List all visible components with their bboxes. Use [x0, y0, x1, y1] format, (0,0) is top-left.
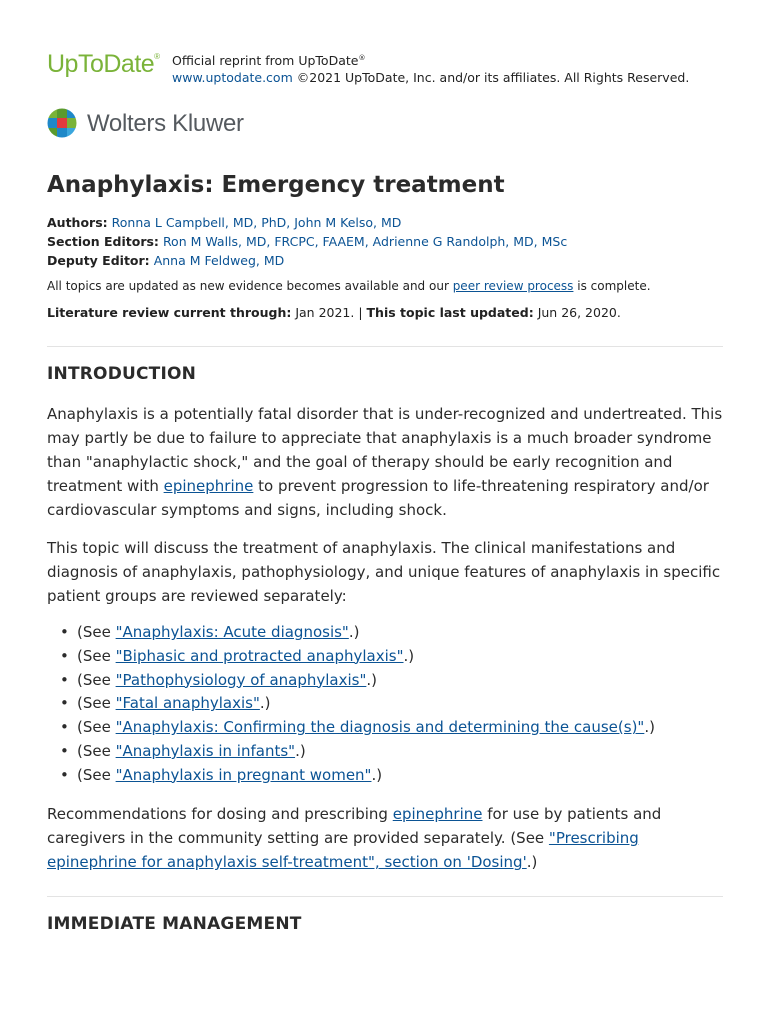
page-title: Anaphylaxis: Emergency treatment: [47, 172, 505, 198]
list-item: • (See "Fatal anaphylaxis".): [77, 692, 757, 716]
list-item: • (See "Anaphylaxis in pregnant women".): [77, 764, 757, 788]
authors-row: Authors: Ronna L Campbell, MD, PhD, John M Kelso, MD: [47, 215, 402, 230]
topic-link[interactable]: "Anaphylaxis: Confirming the diagnosis and determining the cause(s)": [115, 718, 645, 737]
list-item: • (See "Anaphylaxis: Acute diagnosis".): [77, 621, 757, 645]
topic-link[interactable]: "Anaphylaxis in infants": [115, 741, 296, 760]
intro-paragraph-1: Anaphylaxis is a potentially fatal disorder that is under-recognized and undertreated. This may partly be due to failure to appreciate that anaphylaxis is a much broader syndrome than "anaphylactic shock," and the goal of therapy should be early recognition and treatment with epinephrine to prevent progression to life-threatening respiratory and/or cardiovascular symptoms and signs, including shock.: [47, 405, 723, 519]
section-heading-introduction: INTRODUCTION: [47, 364, 197, 384]
uptodate-logo: UpToDate®: [47, 50, 160, 78]
reprint-header: [47, 50, 727, 90]
section-editors-row: Section Editors: Ron M Walls, MD, FRCPC, FAAEM, Adrienne G Randolph, MD, MSc: [47, 234, 568, 249]
related-topics-list: [47, 621, 757, 788]
section-editors-links[interactable]: Ron M Walls, MD, FRCPC, FAAEM, Adrienne G Randolph, MD, MSc: [162, 234, 568, 249]
publisher-name: Wolters Kluwer: [87, 110, 244, 137]
wolters-kluwer-logo: [47, 108, 287, 140]
list-item: • (See "Anaphylaxis: Confirming the diagnosis and determining the cause(s)".): [77, 716, 757, 740]
topic-link[interactable]: "Biphasic and protracted anaphylaxis": [115, 646, 404, 665]
peer-review-link[interactable]: peer review process: [452, 279, 574, 293]
prescribing-epinephrine-link[interactable]: "Prescribing epinephrine for anaphylaxis self-treatment", section on 'Dosing': [47, 829, 639, 871]
topic-link[interactable]: "Anaphylaxis in pregnant women": [115, 765, 372, 784]
reprint-line: Official reprint from UpToDate®: [172, 53, 366, 69]
section-heading-immediate-management: IMMEDIATE MANAGEMENT: [47, 914, 302, 934]
topic-link[interactable]: "Fatal anaphylaxis": [115, 694, 260, 713]
deputy-editor-row: Deputy Editor: Anna M Feldweg, MD: [47, 253, 285, 268]
epinephrine-link[interactable]: epinephrine: [392, 805, 483, 823]
intro-paragraph-2: This topic will discuss the treatment of anaphylaxis. The clinical manifestations and diagnosis of anaphylaxis, pathophysiology, and unique features of anaphylaxis in specific patient groups are reviewed separately:: [47, 539, 721, 605]
reprint-notice: [172, 50, 689, 86]
topic-link[interactable]: "Pathophysiology of anaphylaxis": [115, 670, 367, 689]
list-item: • (See "Biphasic and protracted anaphylaxis".): [77, 645, 757, 669]
list-item: • (See "Pathophysiology of anaphylaxis".): [77, 669, 757, 693]
deputy-editor-link[interactable]: Anna M Feldweg, MD: [153, 253, 285, 268]
topic-link[interactable]: "Anaphylaxis: Acute diagnosis": [115, 623, 349, 641]
article-credits: [47, 213, 567, 270]
review-dates: Literature review current through: Jan 2021. | This topic last updated: Jun 26, 2020.: [47, 305, 621, 320]
website-link[interactable]: www.uptodate.com: [172, 70, 293, 86]
copyright-line: www.uptodate.com ©2021 UpToDate, Inc. and/or its affiliates. All Rights Reserved.: [172, 70, 690, 86]
divider: [47, 896, 723, 897]
update-policy-note: All topics are updated as new evidence becomes available and our peer review process is complete.: [47, 279, 651, 293]
intro-paragraph-3: Recommendations for dosing and prescribing epinephrine for use by patients and caregivers in the community setting are provided separately. (See "Prescribing epinephrine for anaphylaxis self-treatment", section on 'Dosing'.): [47, 805, 662, 871]
divider: [47, 346, 723, 347]
list-item: • (See "Anaphylaxis in infants".): [77, 740, 757, 764]
wolters-kluwer-emblem-icon: [47, 108, 79, 140]
registered-mark: ®: [154, 52, 160, 61]
authors-links[interactable]: Ronna L Campbell, MD, PhD, John M Kelso, MD: [111, 215, 402, 230]
epinephrine-link[interactable]: epinephrine: [163, 477, 254, 495]
